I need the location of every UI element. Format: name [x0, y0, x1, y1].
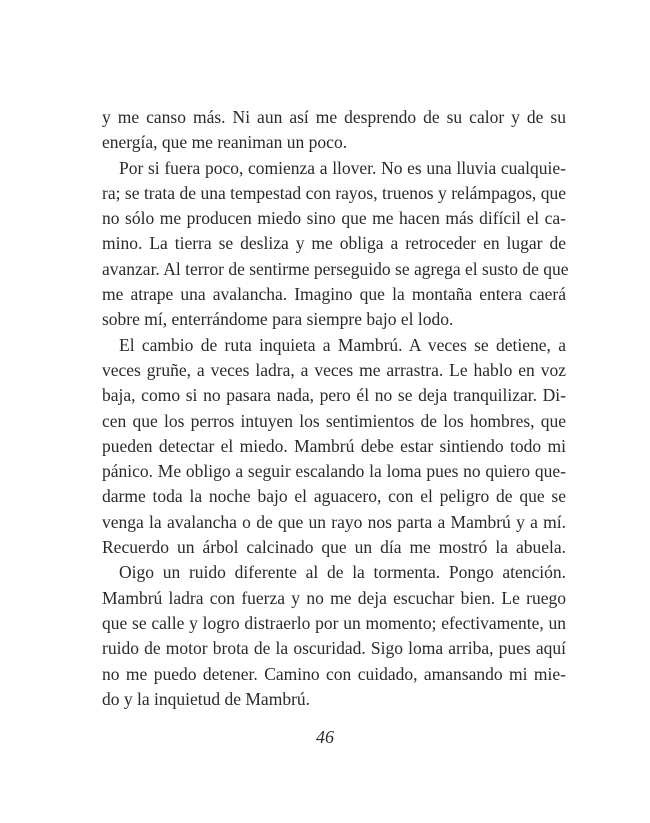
text-line: ruido de motor brota de la oscuridad. Sigo loma arriba, pues aquí — [102, 638, 566, 659]
text-line: sobre mí, enterrándome para siempre bajo el lodo. — [102, 309, 454, 330]
page-number: 46 — [316, 727, 334, 747]
text-line: y me canso más. Ni aun así me desprendo de su calor y de su — [102, 107, 566, 127]
text-line: no sólo me producen miedo sino que me hacen más difícil el ca- — [102, 208, 566, 229]
text-line: do y la inquietud de Mambrú. — [102, 688, 311, 709]
text-line: Por si fuera poco, comienza a llover. No es una lluvia cualquie- — [119, 157, 566, 178]
text-line: no me puedo detener. Camino con cuidado, amansando mi mie- — [102, 663, 566, 684]
text-line: baja, como si no pasara nada, pero él no se deja tranquilizar. Di- — [102, 385, 566, 406]
text-line: energía, que me reaniman un poco. — [102, 132, 348, 153]
text-line: me atrape una avalancha. Imagino que la montaña entera caerá — [102, 284, 566, 305]
text-line: que se calle y logro distraerlo por un momento; efectivamente, un — [102, 612, 566, 633]
text-line: Oigo un ruido diferente al de la tormenta. Pongo atención. — [119, 562, 566, 583]
text-line: Recuerdo un árbol calcinado que un día me mostró la abuela. — [102, 537, 566, 558]
text-line: darme toda la noche bajo el aguacero, con el peligro de que se — [102, 486, 566, 507]
text-line: ra; se trata de una tempestad con rayos, truenos y relámpagos, que — [102, 182, 566, 203]
text-line: Mambrú ladra con fuerza y no me deja escuchar bien. Le ruego — [102, 587, 566, 608]
text-line: mino. La tierra se desliza y me obliga a retroceder en lugar de — [102, 233, 566, 254]
text-line: avanzar. Al terror de sentirme perseguido se agrega el susto de que — [102, 258, 569, 279]
text-line: pánico. Me obligo a seguir escalando la loma pues no quiero que- — [102, 461, 566, 482]
text-line: El cambio de ruta inquieta a Mambrú. A veces se detiene, a — [119, 334, 566, 355]
text-line: veces gruñe, a veces ladra, a veces me arrastra. Le hablo en voz — [102, 359, 566, 380]
text-line: venga la avalancha o de que un rayo nos parta a Mambrú y a mí. — [102, 511, 566, 532]
text-line: cen que los perros intuyen los sentimientos de los hombres, que — [102, 410, 566, 431]
body-text — [102, 105, 569, 712]
text-line: pueden detectar el miedo. Mambrú debe estar sintiendo todo mi — [102, 435, 566, 456]
